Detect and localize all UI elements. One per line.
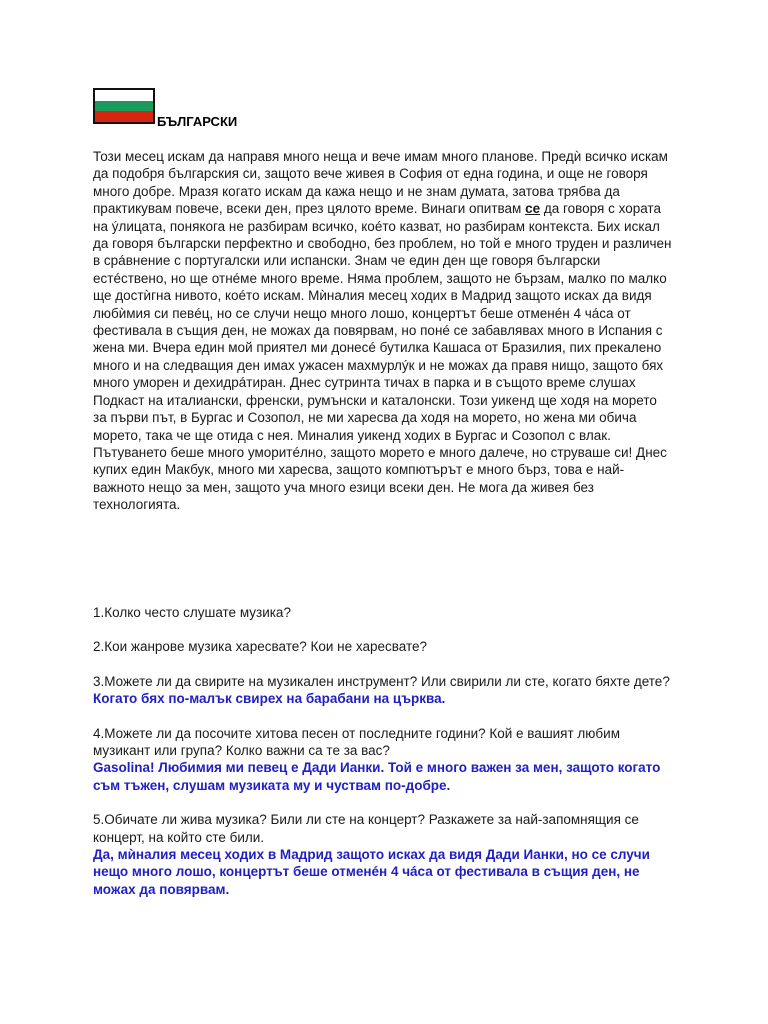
main-paragraph bbox=[93, 148, 673, 514]
qa-item bbox=[93, 604, 673, 621]
answer-text: Gasolina! Любимия ми певец е Дади Ианки. Той е много важен за мен, защото когато съм тъжен, слушам музиката му и чуствам по-добре. bbox=[93, 760, 661, 793]
qa-item bbox=[93, 811, 673, 898]
answer-text: Когато бях по-малък свирех на барабани на църква. bbox=[93, 691, 446, 707]
flag-stripe-red bbox=[95, 111, 153, 122]
qa-item bbox=[93, 673, 673, 708]
question-text: 3.Можете ли да свирите на музикален инструмент? Или свирили ли сте, когато бяхте дете? bbox=[93, 673, 670, 689]
question-text: 5.Обичате ли жива музика? Били ли сте на концерт? Разкажете за най-запомнящия се концерт, на който сте били. bbox=[93, 812, 639, 845]
paragraph-text-1: Този месец искам да направя много неща и вече имам много планове. Предѝ всичко искам да подобря българския си, защото вече живея в София от една година, и още не говоря много добре. Мразя когато искам да кажа нещо и не знам думата, затова трябва да практикувам повече, всеки ден, през цялото време. Винаги опитвам bbox=[93, 149, 668, 217]
paragraph-bold-word: се bbox=[525, 201, 541, 217]
question-text: 4.Можете ли да посочите хитова песен от последните години? Кой е вашият любим музикант или група? Колко важни са те за вас? bbox=[93, 725, 620, 759]
flag-stripe-white bbox=[95, 90, 153, 101]
flag-stripe-green bbox=[95, 101, 153, 112]
bulgarian-flag-icon bbox=[93, 88, 155, 124]
paragraph-text-2: да говоря с хората на ýлицата, понякога не разбирам всичко, коéто казват, но разбирам контекста. Бих искал да говоря български перфектно и свободно, без проблем, но той е много труден и различен в срáвнение с португалски или испански. Знам че един ден ще говоря български естéствено, но ще отнéме много време. Няма проблем, защото не бързам, малко по малко ще достѝгна нивото, коéто искам. Мѝналия месец ходих в Мадрид защото исках да видя любѝмия си певéц, но се случи нещо много лошо, концертът беше отменéн 4 чáса от фестивала в същия ден, не можах да повярвам, но понé се забавлявах много в Испания с жена ми. Вчера един мой приятел ми донесé бутилка Кашаса от Бразилия, пих прекалено много и на следващия ден имах ужасен махмурлýк и не можах да правя нищо, защото бях много уморен и дехидрáтиран. Днес сутринта тичах в парка и в същото време слушах Подкаст на италиански, френски, румънски и каталонски. Този уикенд ще ходя на морето за първи път, в Бургас и Созопол, не ми харесва да ходя на морето, но жена ми обича морето, така че ще отида с нея. Миналия уикенд ходих в Бургас и Созопол с влак. Пътуването беше много уморитéлно, защото морето е много далече, но струваше си! Днес купих един Макбук, много ми харесва, защото компютърът е много бърз, това е най-важното нещо за мен, защото уча много езици всеки ден. Не мога да живея без технологията. bbox=[93, 201, 672, 513]
question-text: 2.Кои жанрове музика харесвате? Кои не харесвате? bbox=[93, 639, 428, 655]
qa-item bbox=[93, 638, 673, 655]
document-heading: БЪЛГАРСКИ bbox=[157, 114, 238, 129]
qa-item bbox=[93, 725, 673, 795]
answer-text: Да, мѝналия месец ходих в Мадрид защото исках да видя Дади Ианки, но се случи нещо много лошо, концертът беше отменéн 4 чáса от фестивала в същия ден, не можах да повярвам. bbox=[93, 847, 650, 897]
questions-list bbox=[93, 604, 673, 915]
question-text: 1.Колко често слушате музика? bbox=[93, 605, 291, 620]
